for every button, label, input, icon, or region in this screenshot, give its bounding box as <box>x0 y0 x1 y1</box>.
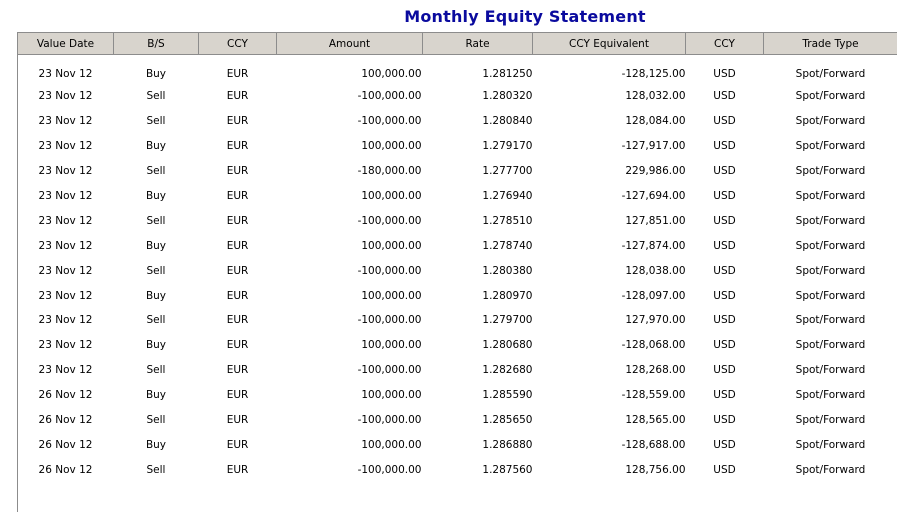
ccy-cell: EUR <box>199 457 277 482</box>
table-row[interactable] <box>18 457 897 482</box>
trade-type-cell: Spot/Forward <box>764 109 897 134</box>
ccy-cell: EUR <box>199 134 277 159</box>
trade-type-cell: Spot/Forward <box>764 233 897 258</box>
buy-sell-cell: Buy <box>114 283 199 308</box>
amount-cell: 100,000.00 <box>277 432 423 457</box>
rate-cell: 1.277700 <box>423 159 533 184</box>
table-row[interactable] <box>18 208 897 233</box>
ccy-2-cell: USD <box>686 184 764 209</box>
ccy-2-cell: USD <box>686 333 764 358</box>
ccy-equivalent-cell: 128,565.00 <box>533 408 686 433</box>
rate-cell: 1.286880 <box>423 432 533 457</box>
value-date-cell: 23 Nov 12 <box>18 109 114 134</box>
amount-cell: -100,000.00 <box>277 308 423 333</box>
ccy-2-cell: USD <box>686 84 764 109</box>
value-date-cell: 26 Nov 12 <box>18 432 114 457</box>
amount-cell: -100,000.00 <box>277 258 423 283</box>
ccy-2-cell: USD <box>686 308 764 333</box>
value-date-cell: 26 Nov 12 <box>18 383 114 408</box>
table-row[interactable] <box>18 283 897 308</box>
ccy-2-cell: USD <box>686 358 764 383</box>
amount-cell: -100,000.00 <box>277 84 423 109</box>
amount-cell: -100,000.00 <box>277 457 423 482</box>
ccy-2-cell: USD <box>686 55 764 85</box>
ccy-equivalent-cell: -127,917.00 <box>533 134 686 159</box>
ccy-cell: EUR <box>199 55 277 85</box>
ccy-equivalent-cell: -128,097.00 <box>533 283 686 308</box>
trade-type-cell: Spot/Forward <box>764 134 897 159</box>
rate-cell: 1.280840 <box>423 109 533 134</box>
table-row[interactable] <box>18 333 897 358</box>
ccy-equivalent-cell: 127,851.00 <box>533 208 686 233</box>
ccy-cell: EUR <box>199 233 277 258</box>
ccy-equivalent-cell: 128,038.00 <box>533 258 686 283</box>
trade-type-cell: Spot/Forward <box>764 308 897 333</box>
ccy-cell: EUR <box>199 84 277 109</box>
ccy-cell: EUR <box>199 432 277 457</box>
value-date-cell: 23 Nov 12 <box>18 159 114 184</box>
trade-type-cell: Spot/Forward <box>764 258 897 283</box>
buy-sell-cell: Buy <box>114 432 199 457</box>
ccy-2-cell: USD <box>686 383 764 408</box>
column-header-value-date[interactable]: Value Date <box>18 33 114 55</box>
buy-sell-cell: Sell <box>114 457 199 482</box>
buy-sell-cell: Sell <box>114 208 199 233</box>
ccy-2-cell: USD <box>686 432 764 457</box>
trade-type-cell: Spot/Forward <box>764 208 897 233</box>
ccy-equivalent-cell: 127,970.00 <box>533 308 686 333</box>
ccy-2-cell: USD <box>686 109 764 134</box>
column-header-amount[interactable]: Amount <box>277 33 423 55</box>
amount-cell: 100,000.00 <box>277 333 423 358</box>
rate-cell: 1.278510 <box>423 208 533 233</box>
rate-cell: 1.276940 <box>423 184 533 209</box>
ccy-equivalent-cell: 128,084.00 <box>533 109 686 134</box>
table-row[interactable] <box>18 308 897 333</box>
column-header-ccy-2[interactable]: CCY <box>686 33 764 55</box>
value-date-cell: 23 Nov 12 <box>18 233 114 258</box>
amount-cell: 100,000.00 <box>277 283 423 308</box>
rate-cell: 1.280680 <box>423 333 533 358</box>
value-date-cell: 23 Nov 12 <box>18 184 114 209</box>
statement-table <box>17 32 897 482</box>
ccy-cell: EUR <box>199 408 277 433</box>
buy-sell-cell: Buy <box>114 55 199 85</box>
buy-sell-cell: Sell <box>114 258 199 283</box>
ccy-cell: EUR <box>199 208 277 233</box>
value-date-cell: 23 Nov 12 <box>18 84 114 109</box>
ccy-2-cell: USD <box>686 283 764 308</box>
table-body <box>18 55 897 483</box>
table-row[interactable] <box>18 233 897 258</box>
amount-cell: 100,000.00 <box>277 184 423 209</box>
page-title: Monthly Equity Statement <box>0 7 897 26</box>
trade-type-cell: Spot/Forward <box>764 283 897 308</box>
ccy-cell: EUR <box>199 184 277 209</box>
rate-cell: 1.280320 <box>423 84 533 109</box>
ccy-2-cell: USD <box>686 208 764 233</box>
table-row[interactable] <box>18 109 897 134</box>
rate-cell: 1.281250 <box>423 55 533 85</box>
trade-type-cell: Spot/Forward <box>764 333 897 358</box>
buy-sell-cell: Sell <box>114 408 199 433</box>
ccy-equivalent-cell: -128,068.00 <box>533 333 686 358</box>
trade-type-cell: Spot/Forward <box>764 432 897 457</box>
value-date-cell: 23 Nov 12 <box>18 258 114 283</box>
buy-sell-cell: Buy <box>114 134 199 159</box>
value-date-cell: 23 Nov 12 <box>18 283 114 308</box>
ccy-cell: EUR <box>199 258 277 283</box>
buy-sell-cell: Sell <box>114 358 199 383</box>
column-header-ccy-equivalent[interactable]: CCY Equivalent <box>533 33 686 55</box>
value-date-cell: 26 Nov 12 <box>18 457 114 482</box>
value-date-cell: 23 Nov 12 <box>18 358 114 383</box>
ccy-cell: EUR <box>199 109 277 134</box>
buy-sell-cell: Buy <box>114 233 199 258</box>
ccy-equivalent-cell: 128,268.00 <box>533 358 686 383</box>
ccy-2-cell: USD <box>686 134 764 159</box>
value-date-cell: 26 Nov 12 <box>18 408 114 433</box>
trade-type-cell: Spot/Forward <box>764 159 897 184</box>
buy-sell-cell: Sell <box>114 308 199 333</box>
rate-cell: 1.279700 <box>423 308 533 333</box>
ccy-2-cell: USD <box>686 408 764 433</box>
column-header-ccy[interactable]: CCY <box>199 33 277 55</box>
amount-cell: -100,000.00 <box>277 408 423 433</box>
ccy-2-cell: USD <box>686 233 764 258</box>
trade-type-cell: Spot/Forward <box>764 408 897 433</box>
rate-cell: 1.285650 <box>423 408 533 433</box>
amount-cell: 100,000.00 <box>277 233 423 258</box>
trade-type-cell: Spot/Forward <box>764 358 897 383</box>
ccy-2-cell: USD <box>686 159 764 184</box>
ccy-cell: EUR <box>199 283 277 308</box>
ccy-cell: EUR <box>199 308 277 333</box>
table-row[interactable] <box>18 408 897 433</box>
column-header-buy-sell[interactable]: B/S <box>114 33 199 55</box>
table-row[interactable] <box>18 84 897 109</box>
amount-cell: -100,000.00 <box>277 358 423 383</box>
table-row[interactable] <box>18 358 897 383</box>
ccy-equivalent-cell: -127,874.00 <box>533 233 686 258</box>
ccy-equivalent-cell: -128,559.00 <box>533 383 686 408</box>
rate-cell: 1.285590 <box>423 383 533 408</box>
buy-sell-cell: Buy <box>114 383 199 408</box>
rate-cell: 1.282680 <box>423 358 533 383</box>
table-row[interactable] <box>18 258 897 283</box>
buy-sell-cell: Sell <box>114 109 199 134</box>
column-header-rate[interactable]: Rate <box>423 33 533 55</box>
trade-type-cell: Spot/Forward <box>764 55 897 85</box>
value-date-cell: 23 Nov 12 <box>18 134 114 159</box>
table-row[interactable] <box>18 159 897 184</box>
buy-sell-cell: Sell <box>114 84 199 109</box>
trade-type-cell: Spot/Forward <box>764 457 897 482</box>
amount-cell: 100,000.00 <box>277 55 423 85</box>
ccy-2-cell: USD <box>686 258 764 283</box>
trade-type-cell: Spot/Forward <box>764 84 897 109</box>
amount-cell: -100,000.00 <box>277 208 423 233</box>
ccy-equivalent-cell: 128,756.00 <box>533 457 686 482</box>
ccy-equivalent-cell: -128,688.00 <box>533 432 686 457</box>
rate-cell: 1.278740 <box>423 233 533 258</box>
ccy-equivalent-cell: -128,125.00 <box>533 55 686 85</box>
table-row[interactable] <box>18 134 897 159</box>
value-date-cell: 23 Nov 12 <box>18 208 114 233</box>
rate-cell: 1.280970 <box>423 283 533 308</box>
ccy-equivalent-cell: 229,986.00 <box>533 159 686 184</box>
rate-cell: 1.279170 <box>423 134 533 159</box>
value-date-cell: 23 Nov 12 <box>18 333 114 358</box>
ccy-cell: EUR <box>199 159 277 184</box>
ccy-cell: EUR <box>199 383 277 408</box>
buy-sell-cell: Sell <box>114 159 199 184</box>
table-row[interactable] <box>18 432 897 457</box>
table-row[interactable] <box>18 55 897 85</box>
ccy-cell: EUR <box>199 333 277 358</box>
amount-cell: -180,000.00 <box>277 159 423 184</box>
table-header-row <box>18 33 897 55</box>
trade-type-cell: Spot/Forward <box>764 184 897 209</box>
ccy-2-cell: USD <box>686 457 764 482</box>
column-header-trade-type[interactable]: Trade Type <box>764 33 897 55</box>
buy-sell-cell: Buy <box>114 333 199 358</box>
rate-cell: 1.280380 <box>423 258 533 283</box>
amount-cell: 100,000.00 <box>277 383 423 408</box>
trade-type-cell: Spot/Forward <box>764 383 897 408</box>
table-row[interactable] <box>18 383 897 408</box>
table-row[interactable] <box>18 184 897 209</box>
value-date-cell: 23 Nov 12 <box>18 55 114 85</box>
amount-cell: -100,000.00 <box>277 109 423 134</box>
amount-cell: 100,000.00 <box>277 134 423 159</box>
ccy-cell: EUR <box>199 358 277 383</box>
value-date-cell: 23 Nov 12 <box>18 308 114 333</box>
buy-sell-cell: Buy <box>114 184 199 209</box>
rate-cell: 1.287560 <box>423 457 533 482</box>
ccy-equivalent-cell: 128,032.00 <box>533 84 686 109</box>
ccy-equivalent-cell: -127,694.00 <box>533 184 686 209</box>
